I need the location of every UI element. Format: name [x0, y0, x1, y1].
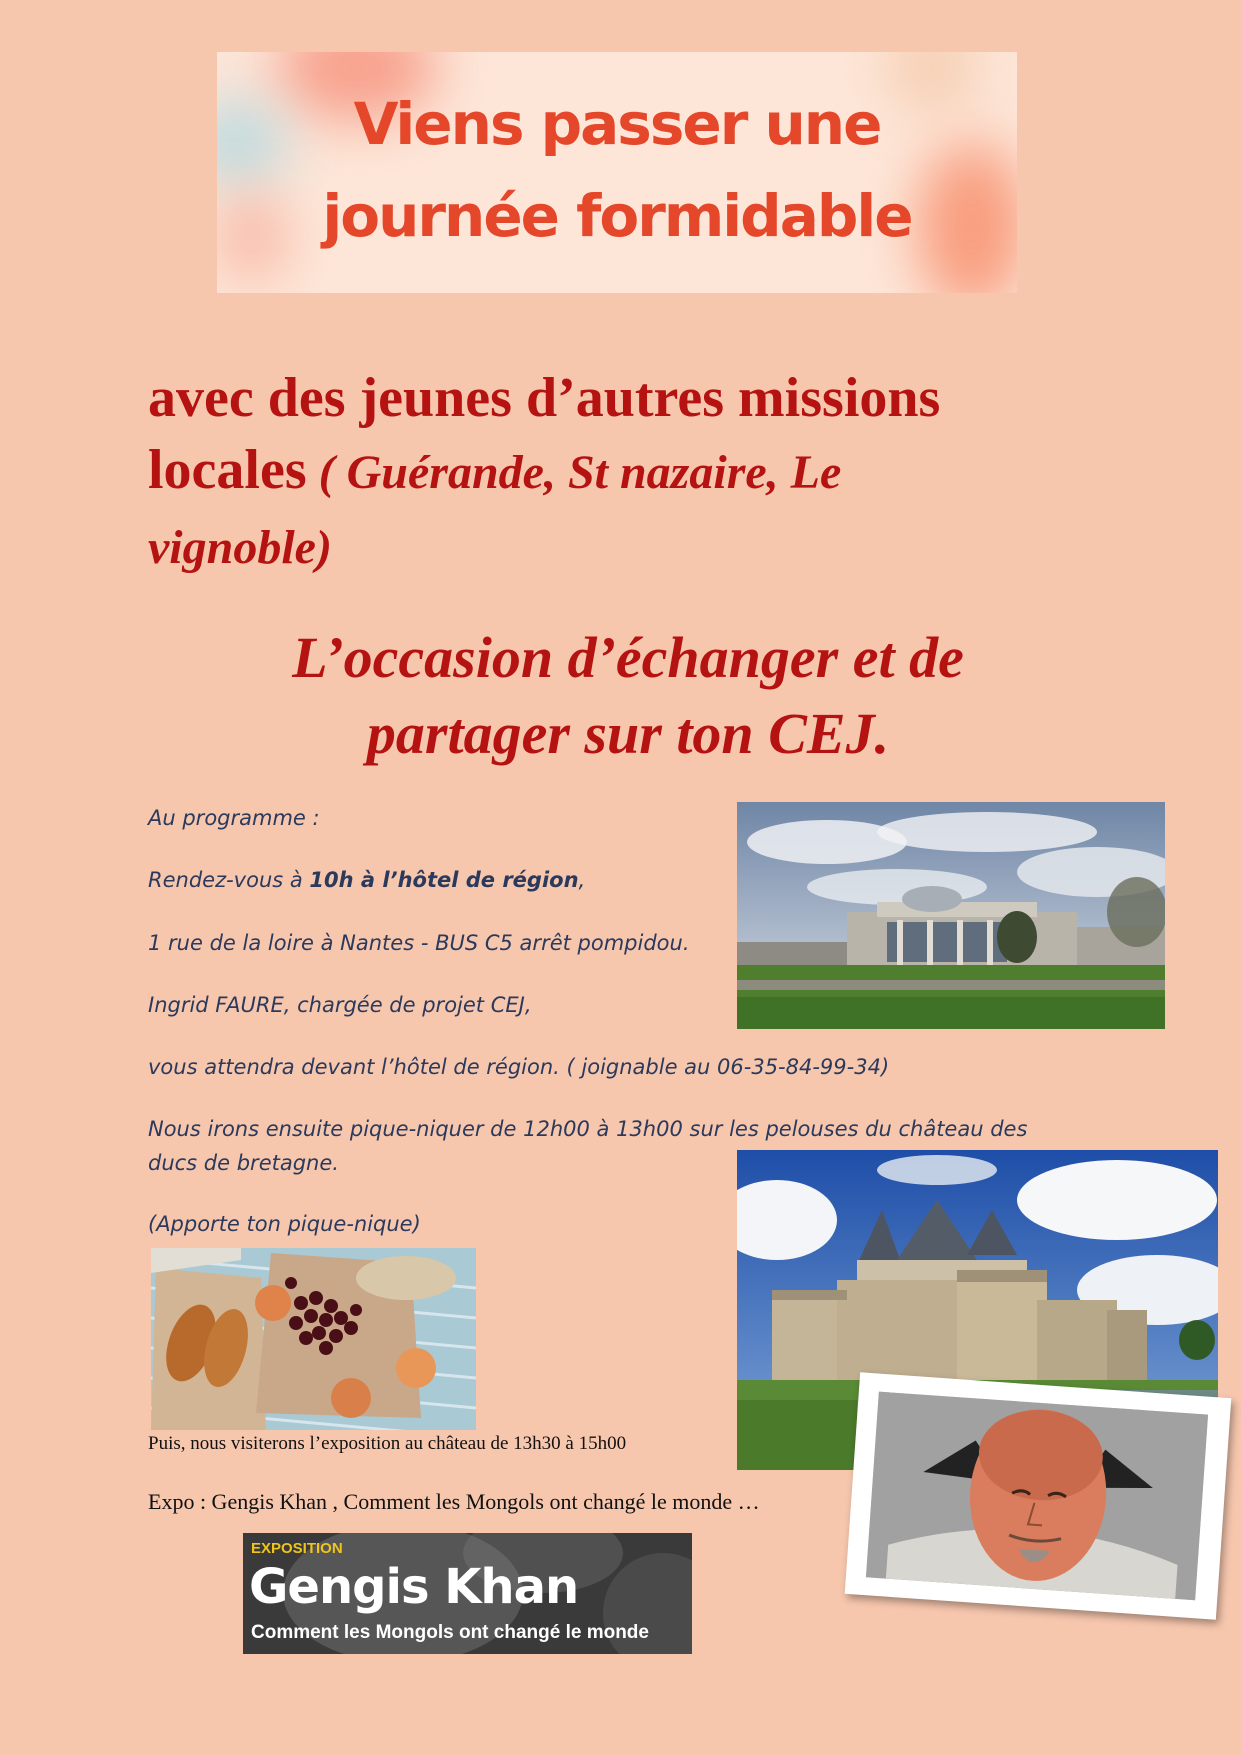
programme-address: 1 rue de la loire à Nantes - BUS C5 arrêt pompidou. — [148, 931, 690, 955]
rendezvous-suffix: , — [578, 868, 586, 892]
title-banner — [217, 52, 1017, 293]
subheadline — [148, 620, 1108, 772]
hotel-de-region-photo — [737, 802, 1165, 1029]
banner-title-line-2: journée formidable — [322, 182, 912, 250]
expo-line: Expo : Gengis Khan , Comment les Mongols ont changé le monde … — [148, 1489, 760, 1514]
rendezvous-time-place: 10h à l’hôtel de région — [309, 868, 579, 892]
expo-poster-subtitle: Comment les Mongols ont changé le monde — [251, 1622, 649, 1643]
subheadline-line-1: L’occasion d’échanger et de — [292, 625, 964, 690]
visit-line: Puis, nous visiterons l’exposition au château de 13h30 à 15h00 — [148, 1433, 627, 1454]
programme-title: Au programme : — [148, 806, 320, 830]
headline-part-1: avec des jeunes d’autres missions — [148, 367, 941, 429]
programme-wait: vous attendra devant l’hôtel de région. ( joignable au 06-35-84-99-34) — [148, 1055, 890, 1079]
subheadline-line-2: partager sur ton CEJ. — [366, 701, 890, 766]
picnic-photo — [151, 1248, 476, 1430]
gengis-khan-portrait — [845, 1372, 1232, 1619]
programme-contact: Ingrid FAURE, chargée de projet CEJ, — [148, 993, 532, 1017]
programme-picnic-line-1: Nous irons ensuite pique-niquer de 12h00 à 13h00 sur les pelouses du château des — [148, 1117, 1028, 1141]
expo-poster — [243, 1533, 692, 1654]
expo-poster-title: Gengis Khan — [249, 1559, 579, 1615]
programme-rendezvous — [148, 864, 585, 896]
headline-part-2: locales — [148, 439, 307, 501]
headline-part-4: vignoble) — [148, 521, 332, 574]
headline-part-3: ( Guérande, St nazaire, Le — [306, 446, 842, 499]
programme-bring: (Apporte ton pique-nique) — [148, 1212, 421, 1236]
expo-poster-tag: EXPOSITION — [251, 1540, 343, 1557]
programme-picnic-line-2: ducs de bretagne. — [148, 1151, 339, 1175]
banner-title-line-1: Viens passer une — [353, 90, 881, 158]
rendezvous-prefix: Rendez-vous à — [148, 868, 310, 892]
headline — [148, 362, 1128, 584]
